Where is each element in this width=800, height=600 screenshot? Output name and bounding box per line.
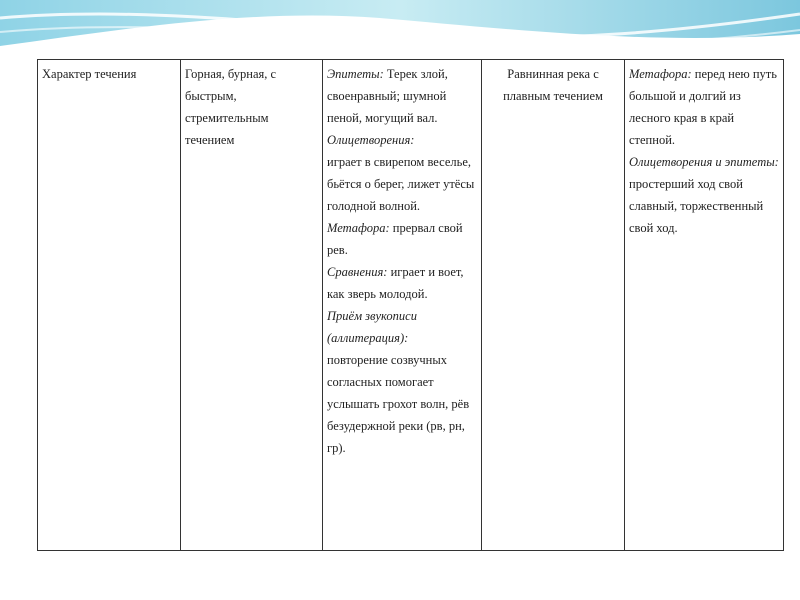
- device-label: Метафора:: [629, 67, 692, 81]
- device-text: перед нею путь большой и долгий из лесного края в край степной.: [629, 67, 777, 147]
- device-epithets: [327, 63, 477, 129]
- cell-plain-river-description: [482, 60, 625, 551]
- device-label: Эпитеты:: [327, 67, 384, 81]
- cell-plain-river-devices: [625, 60, 784, 551]
- device-label: Олицетворения:: [327, 133, 415, 147]
- cell-flow-character-heading: [38, 60, 181, 551]
- device-metaphor: [629, 63, 779, 151]
- device-personification-epithets: [629, 151, 779, 239]
- comparison-table: [37, 59, 784, 551]
- device-text: играет и воет, как зверь молодой.: [327, 265, 464, 301]
- device-text: Терек злой, своенравный; шумной пеной, могущий вал.: [327, 67, 448, 125]
- device-alliteration: [327, 305, 477, 459]
- cell-mountain-river-description: [181, 60, 323, 551]
- device-label: Сравнения:: [327, 265, 388, 279]
- device-text: простерший ход свой славный, торжественный свой ход.: [629, 177, 764, 235]
- table-row: [38, 60, 784, 551]
- cell-text: Горная, бурная, с быстрым, стремительным течением: [185, 67, 277, 147]
- device-label: Олицетворения и эпитеты:: [629, 155, 779, 169]
- device-text: повторение созвучных согласных помогает услышать грохот волн, рёв безудержной реки (рв, рн, гр).: [327, 353, 470, 455]
- device-text: играет в свирепом веселье, бьётся о берег, лижет утёсы голодной волной.: [327, 155, 475, 213]
- device-label: Метафора:: [327, 221, 390, 235]
- device-comparison: [327, 261, 477, 305]
- device-metaphor: [327, 217, 477, 261]
- cell-text: Характер течения: [42, 67, 137, 81]
- cell-text: Равнинная река с плавным течением: [503, 67, 603, 103]
- device-personification: [327, 129, 477, 217]
- device-label: Приём звукописи (аллитерация):: [327, 309, 417, 345]
- device-text: прервал свой рев.: [327, 221, 463, 257]
- cell-terek-devices: [323, 60, 482, 551]
